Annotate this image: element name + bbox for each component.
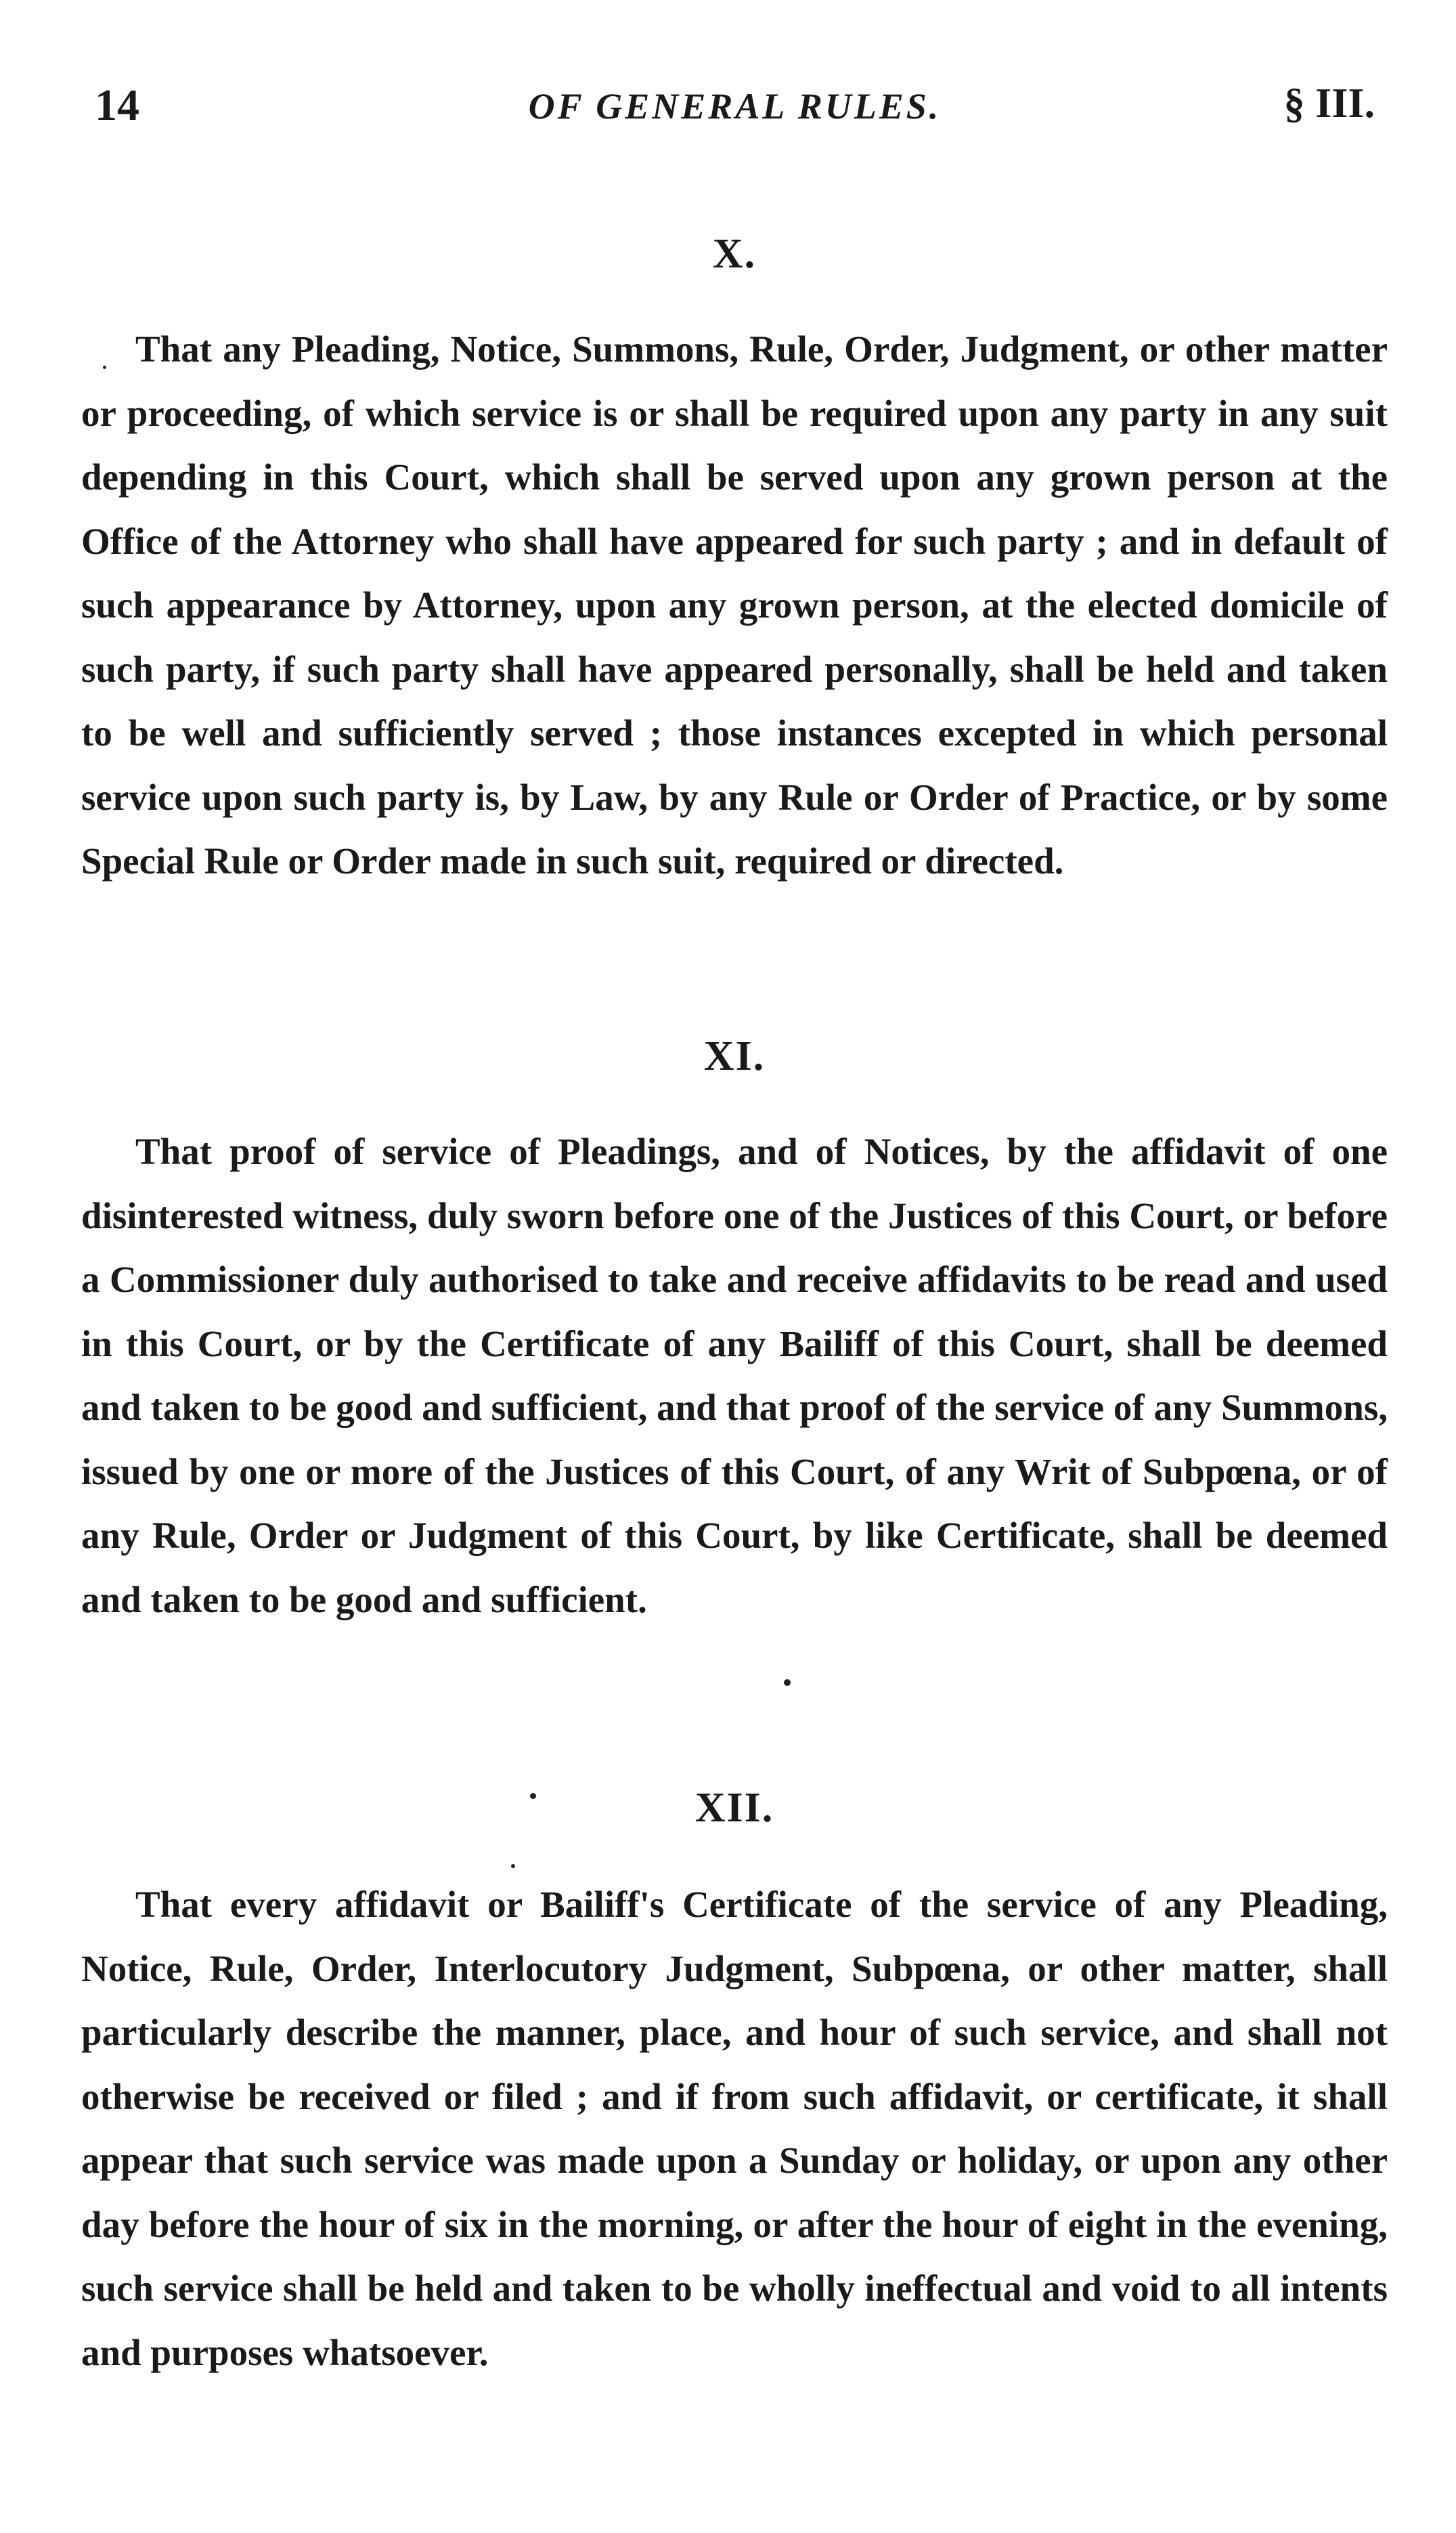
- rule-number: XI.: [703, 1033, 766, 1079]
- running-title: OF GENERAL RULES.: [528, 86, 942, 127]
- scan-speck: [511, 1864, 515, 1868]
- scan-speck: [784, 1679, 791, 1686]
- scan-speck: [103, 366, 106, 369]
- page-header: [95, 80, 1375, 134]
- scan-speck: [530, 1793, 536, 1799]
- rule-xii: [81, 1784, 1388, 2385]
- rule-x: [81, 230, 1388, 894]
- section-mark: § III.: [1283, 81, 1375, 127]
- rule-text: That every affidavit or Bailiff's Certificate of the service of any Pleading, Notice, Rule, Order, Interlocutory Judgment, Subpœna, or other matter, shall particularly describe the manner, place, and hour of such service, and shall not otherwise be received or filed ; and if from such affidavit, or certificate, it shall appear that such service was made upon a Sunday or holiday, or upon any other day before the hour of six in the morning, or after the hour of eight in the evening, such service shall be held and taken to be wholly ineffectual and void to all intents and purposes whatsoever.: [81, 1884, 1388, 2373]
- rule-text: That proof of service of Pleadings, and of Notices, by the affidavit of one disinterested witness, duly sworn before one of the Justices of this Court, or before a Commissioner duly authorised to take and receive affidavits to be read and used in this Court, or by the Certificate of any Bailiff of this Court, shall be deemed and taken to be good and sufficient, and that proof of the service of any Summons, issued by one or more of the Justices of this Court, of any Writ of Subpœna, or of any Rule, Order or Judgment of this Court, by like Certificate, shall be deemed and taken to be good and sufficient.: [81, 1131, 1388, 1620]
- rule-number: XII.: [694, 1785, 774, 1831]
- page-number: 14: [95, 81, 139, 130]
- rule-number: X.: [712, 231, 757, 277]
- rule-xi: [81, 1033, 1388, 1632]
- rule-text: That any Pleading, Notice, Summons, Rule, Order, Judgment, or other matter or proceeding, of which service is or shall be required upon any party in any suit depending in this Court, which shall be served upon any grown person at the Office of the Attorney who shall have appeared for such party ; and in default of such appearance by Attorney, upon any grown person, at the elected domicile of such party, if such party shall have appeared personally, shall be held and taken to be well and sufficiently served ; those instances excepted in which personal service upon such party is, by Law, by any Rule or Order of Practice, or by some Special Rule or Order made in such suit, required or directed.: [81, 328, 1388, 882]
